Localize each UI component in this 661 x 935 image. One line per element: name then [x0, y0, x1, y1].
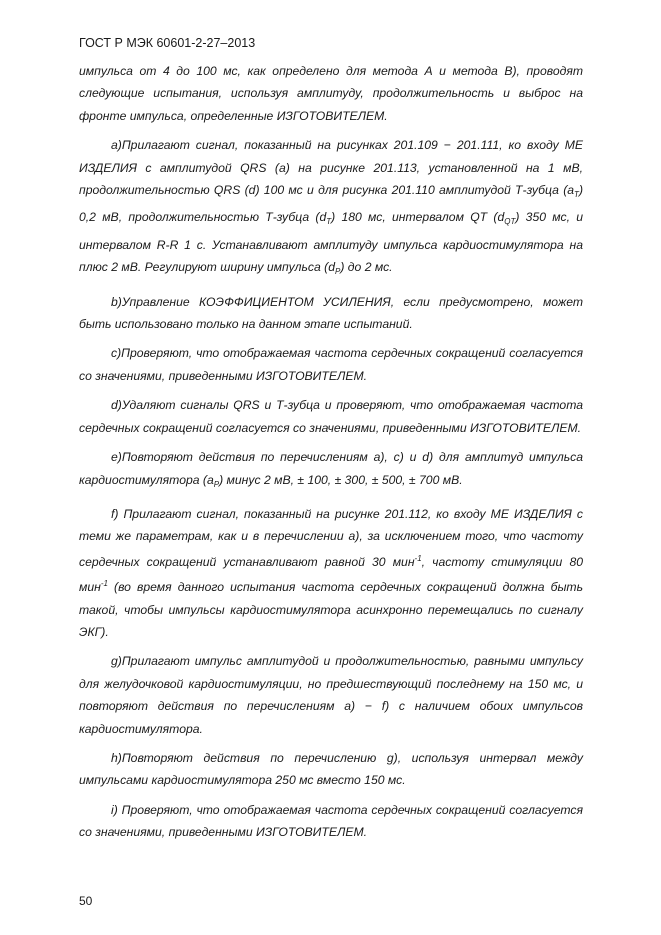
paragraph-h: h)Повторяют действия по перечислению g), используя интервал между импульсами кардиостимулятора 250 мс вместо 150 мс. — [79, 750, 583, 788]
paragraph-f-text-1: f) Прилагают сигнал, показанный на рисунке 201.112, ко входу МЕ ИЗДЕЛИЯ с теми же параметрам, как и в перечислении а), за исключением того, что частоту сердечных сокращений устанавливают равной 30 мин — [79, 506, 583, 569]
subscript-t: T — [574, 190, 579, 200]
document-body — [79, 60, 583, 851]
paragraph-a-text-5: ) до 2 мс. — [340, 260, 393, 275]
superscript-minus-one: -1 — [414, 553, 422, 563]
paragraph-b: b)Управление КОЭФФИЦИЕНТОМ УСИЛЕНИЯ, если предусмотрено, может быть использовано только на данном этапе испытаний. — [79, 294, 583, 332]
paragraph-a-text-2: ) 0,2 мВ, продолжительностью Т-зубца (d — [79, 183, 583, 225]
paragraph-f-text-3: (во время данного испытания частота сердечных сокращений должна быть такой, чтобы импульсы кардиостимулятора асинхронно перемещались по сигналу ЭКГ). — [79, 580, 583, 639]
paragraph-c: c)Проверяют, что отображаемая частота сердечных сокращений согласуется со значениями, приведенными ИЗГОТОВИТЕЛЕМ. — [79, 346, 583, 383]
paragraph-a-text-3: ) 180 мс, интервалом QT (d — [331, 210, 505, 225]
paragraph-g: g)Прилагают импульс амплитудой и продолжительностью, равными импульсу для желудочковой кардиостимуляции, но предшествующий последнему на 150 мс, и повторяют действия по перечислениям а) − f) с наличием обоих импульсов кардиостимулятора. — [79, 654, 583, 736]
paragraph-e-text-1: e)Повторяют действия по перечислениям а), с) и d) для амплитуд импульса кардиостимулятора (a — [79, 450, 583, 487]
paragraph-f — [79, 503, 583, 643]
paragraph-a-text-4: ) 350 мс, и интервалом R-R 1 с. Устанавливают амплитуду импульса кардиостимулятора на плюс 2 мВ. Регулируют ширину импульса (d — [79, 210, 584, 275]
paragraph-f-text-2: , частоту стимуляции 80 мин — [79, 554, 583, 595]
paragraph-continuation: импульса от 4 до 100 мс, как определено для метода А и метода В), проводят следующие испытания, используя амплитуду, продолжительность и выброс на фронте импульса, определенные ИЗГОТОВИТЕЛЕМ. — [79, 64, 583, 123]
document-header: ГОСТ Р МЭК 60601-2-27–2013 — [79, 36, 256, 50]
subscript-p: P — [213, 479, 220, 489]
paragraph-a-text-1: a)Прилагают сигнал, показанный на рисунках 201.109 − 201.111, ко входу МЕ ИЗДЕЛИЯ с амплитудой QRS (а) на рисунке 201.113, установленной на 1 мВ, продолжительностью QRS (d) 100 мс и для рисунка 201.110 амплитудой Т-зубца (a — [79, 138, 583, 198]
superscript-minus-one: -1 — [100, 579, 108, 589]
paragraph-a — [79, 134, 583, 283]
paragraph-e-text-2: ) минус 2 мВ, ± 100, ± 300, ± 500, ± 700 мВ. — [219, 472, 463, 487]
page-number: 50 — [79, 894, 93, 908]
subscript-t: T — [326, 217, 332, 227]
paragraph-e — [79, 446, 583, 496]
paragraph-i: i) Проверяют, что отображаемая частота сердечных сокращений согласуется со значениями, приведенными ИЗГОТОВИТЕЛЕМ. — [79, 802, 583, 840]
paragraph-d: d)Удаляют сигналы QRS и Т-зубца и проверяют, что отображаемая частота сердечных сокращений согласуется со значениями, приведенными ИЗГОТОВИТЕЛЕМ. — [79, 398, 583, 435]
subscript-p: P — [335, 267, 341, 277]
subscript-qt: QT — [504, 217, 516, 227]
